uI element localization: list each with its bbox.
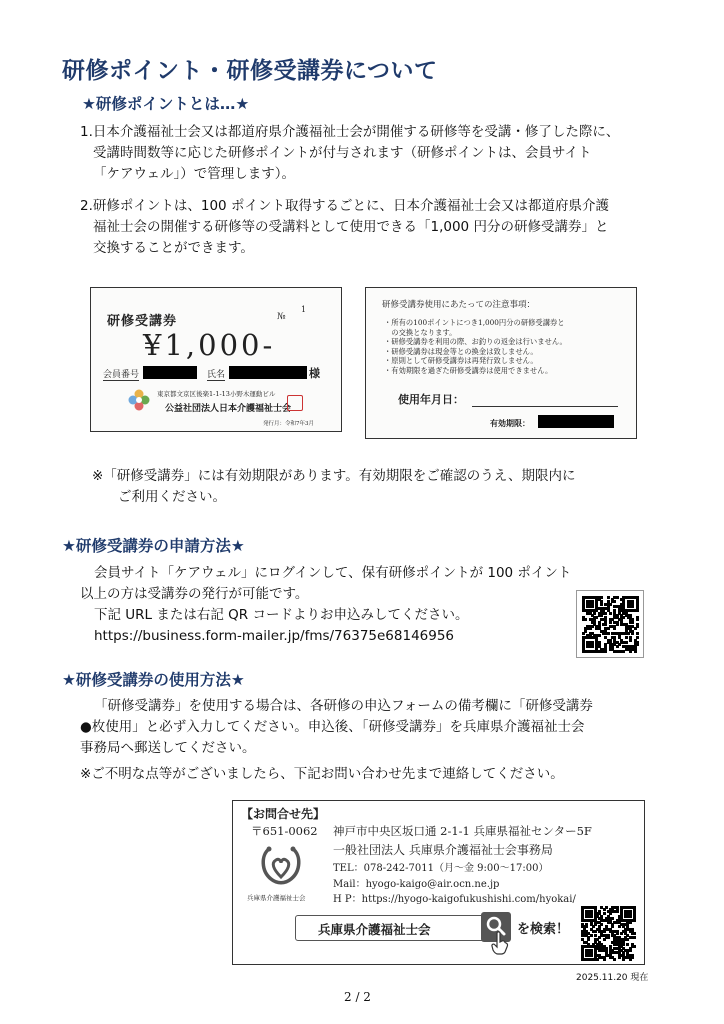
qr-module [634,650,637,653]
ticket-org: 公益社団法人日本介護福祉士会 [165,404,292,414]
qr-module [603,938,606,941]
contact-org: 一般社団法人 兵庫県介護福祉士会事務局 [333,843,553,857]
qr-module [613,627,616,630]
section-heading-points: ★研修ポイントとは…★ [82,95,250,113]
ticket-seal [287,395,303,411]
ticket-expiry-label: 有効期限： [490,418,530,428]
qr-module [633,945,636,948]
qr-module [604,650,607,653]
qr-module [625,636,628,639]
ticket-back-image [365,287,637,439]
qr-module [616,910,619,913]
qr-module [636,618,639,621]
qr-module [600,603,603,606]
use-line: 事務局へ郵送してください。 [80,740,256,756]
contact-mail-link[interactable]: Mail：hyogo-kaigo@air.ocn.ne.jp [333,879,500,890]
qr-module [629,915,632,918]
apply-text [80,563,571,647]
qr-module [607,632,610,635]
apply-line: 以上の方は受講券の発行が可能です。 [80,586,309,602]
qr-code-grid [582,596,638,652]
qr-module [631,605,634,608]
page-title: 研修ポイント・研修受講券について [62,58,438,84]
ticket-back-heading: 研修受講券使用にあたっての注意事項： [382,300,536,310]
ticket-note: ・研修受講券は現金等との換金は致しません。 [384,346,538,356]
association-logo-icon [255,841,307,891]
redaction-bar [229,366,307,379]
qr-module [590,915,593,918]
contact-box [232,800,645,965]
points-item-1-line: 受講時間数等に応じた研修ポイントが付与されます（研修ポイントは、会員サイト [93,145,592,161]
apply-line: 下記 URL または右記 QR コードよりお申込みしてください。 [94,607,469,623]
qr-module [625,641,628,644]
ticket-note: ・所有の100ポイントにつき1,000円分の研修受講券と [384,318,565,327]
qr-module [626,943,629,946]
contact-qr-code[interactable] [581,906,635,960]
qr-module [591,605,594,608]
qr-module [607,596,610,599]
qr-module [589,627,592,630]
contact-heading: 【お問合せ先】 [241,807,326,821]
qr-module [609,621,612,624]
qr-module [584,618,587,621]
qr-module [622,958,625,961]
ticket-note: ・原則として研修受講券は再発行致しません。 [384,356,538,365]
qr-module [603,908,606,911]
search-box[interactable] [295,915,511,941]
qr-module [618,956,621,959]
qr-module [609,612,612,615]
qr-module [604,623,607,626]
qr-module [616,645,619,648]
qr-code-grid [581,906,635,960]
qr-module [629,958,632,961]
qr-module [627,632,630,635]
ticket-front-image [90,287,342,432]
search-suffix: を検索！ [517,922,570,937]
qr-module [629,650,632,653]
contact-tel: TEL：078-242-7011（月～金 9:00～17:00） [333,863,549,874]
points-item-1-line: 1.日本介護福祉士会又は都道府県介護福祉士会が開催する研修等を受講・修了した際に、 [80,124,620,140]
ticket-amount: ¥1,000- [143,328,276,362]
apply-line: 会員サイト「ケアウェル」にログインして、保有研修ポイントが 100 ポイント [94,565,572,581]
ticket-note: ・研修受講券を利用の際、お釣りの返金は行いません。 [384,337,567,346]
points-item-1-line: 「ケアウェル」）で管理します）。 [93,166,295,182]
qr-module [636,632,639,635]
qr-module [633,932,636,935]
logo-caption: 兵庫県介護福祉士会 [247,894,306,902]
ticket-use-date-label: 使用年月日： [398,393,464,406]
ticket-address: 東京都文京区後楽1-1-13小野木運動ビル [157,390,276,398]
qr-module [631,621,634,624]
ticket-issue: 発行月：令和7年3月 [263,421,314,427]
qr-module [613,600,616,603]
points-item-2-line: 交換することができます。 [93,240,254,256]
redaction-bar [143,366,197,379]
inquiry-note: ※ご不明な点等がございましたら、下記お問い合わせ先まで連絡してください。 [80,766,564,782]
section-heading-apply: ★研修受講券の申請方法★ [62,537,245,555]
points-item-2-line: 2.研修ポイントは、100 ポイント取得するごとに、日本介護福祉士会又は都道府県介護 [80,198,609,214]
qr-module [603,958,606,961]
hand-pointer-icon [491,931,509,955]
ticket-no-value: 1 [301,305,307,314]
ticket-honorific: 様 [309,367,320,380]
qr-module [600,614,603,617]
contact-address: 神戸市中央区坂口通 2-1-1 兵庫県福祉センター5F [333,824,592,838]
section-heading-use: ★研修受講券の使用方法★ [62,671,245,689]
qr-module [591,645,594,648]
qr-module [590,954,593,957]
points-item-2-line: 福祉士会の開催する研修等の受講料として使用できる「1,000 円分の研修受講券」と [93,219,609,235]
ticket-back-notes [384,318,567,375]
qr-module [633,936,636,939]
search-box-text: 兵庫県介護福祉士会 [318,922,431,937]
contact-postal: 〒651-0062 [251,824,318,838]
contact-hp-link[interactable]: H P：https://hyogo-kaigofukushishi.com/hyokai/ [333,894,576,905]
expiry-note-line: ※「研修受講券」には有効期限があります。有効期限をご確認のうえ、期限内に [92,468,576,484]
apply-qr-code[interactable] [576,590,644,658]
qr-module [622,650,625,653]
qr-module [613,958,616,961]
points-item-1 [80,122,619,185]
qr-module [631,632,634,635]
expiry-note-line: ご利用ください。 [118,489,226,505]
qr-module [620,932,623,935]
qr-module [596,958,599,961]
ticket-no-label: № [277,312,286,322]
ticket-use-date-line [472,406,618,407]
ticket-name-label: 氏名 [207,367,225,381]
date-note: 2025.11.20 現在 [576,973,649,983]
ticket-member-label: 会員番号 [103,367,139,381]
expiry-note [92,466,576,508]
page-number: 2 / 2 [344,990,371,1004]
qr-module [626,938,629,941]
qr-module [582,632,585,635]
qr-module [616,596,619,599]
qr-module [633,919,636,922]
qr-module [607,936,610,939]
qr-module [604,612,607,615]
ticket-label: 研修受講券 [107,314,178,329]
ticket-note: ・有効期限を過ぎた研修受講券は使用できません。 [384,365,553,375]
qr-module [636,609,639,612]
ticket-note: の交換となります。 [384,327,457,337]
qr-module [629,639,632,642]
use-line: ●枚使用」と必ず入力してください。申込後、「研修受講券」を兵庫県介護福祉士会 [80,719,585,735]
apply-url-link[interactable]: https://business.form-mailer.jp/fms/76375e68146956 [94,628,455,644]
redaction-bar [538,415,614,428]
use-line: 「研修受講券」を使用する場合は、各研修の申込フォームの備考欄に「研修受講券 [94,698,593,714]
flower-logo-icon [127,388,151,412]
points-item-2 [80,196,609,259]
qr-module [594,934,597,937]
qr-module [618,925,621,928]
use-text [80,696,593,759]
qr-module [594,930,597,933]
